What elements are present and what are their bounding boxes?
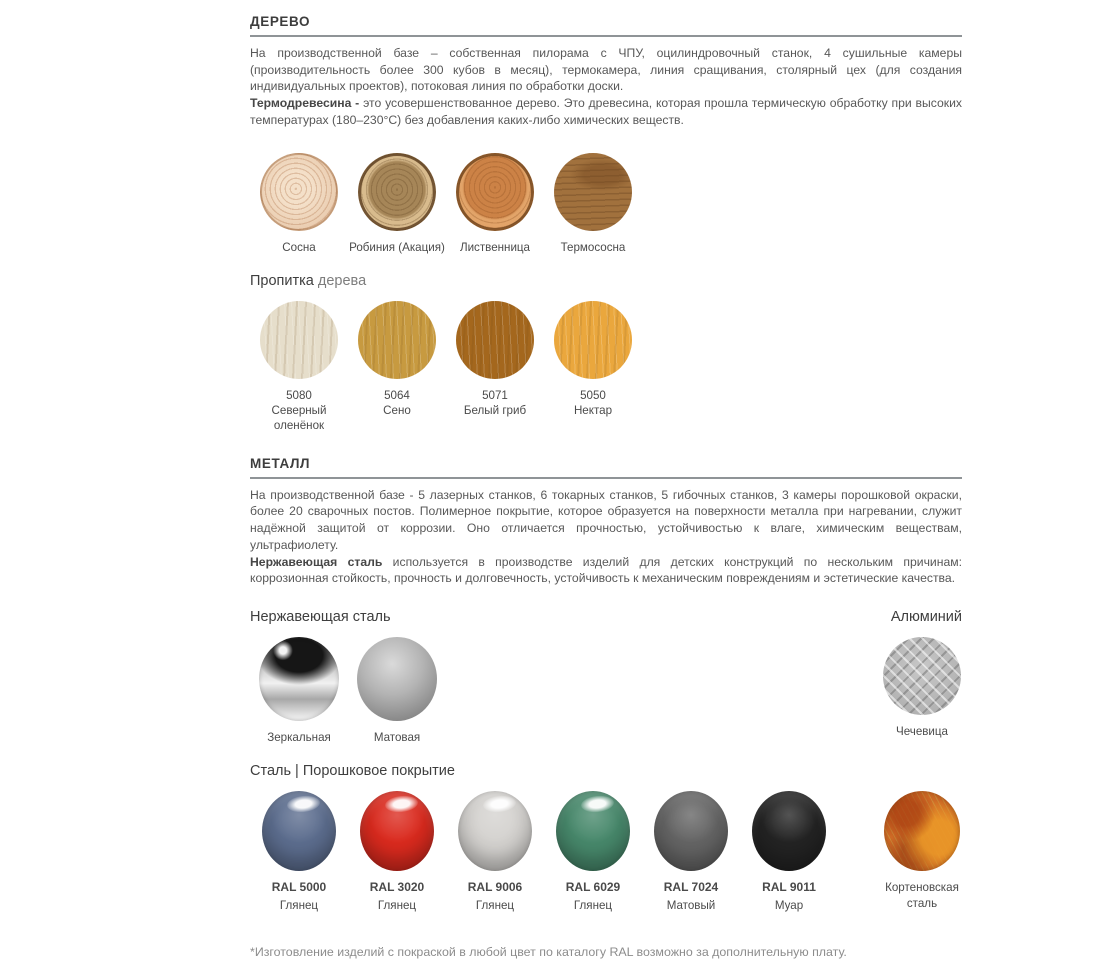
- stainless-finish-label: Зеркальная: [267, 730, 331, 744]
- stain-swatch-label: [253, 388, 345, 434]
- ral-finish: Муар: [774, 899, 804, 913]
- ral-label: [272, 880, 326, 913]
- stain-color-swatch: [260, 301, 338, 379]
- wood-swatch-label: Лиственница: [459, 240, 531, 254]
- ral-finish: Глянец: [377, 899, 417, 913]
- wood-thermo-text: это усовершенствованное дерево. Это древесина, которая прошла термическую обработку при высоких температурах (180–230°С) без добавления каких-либо химических веществ.: [250, 96, 962, 127]
- matte-steel-sphere: [357, 637, 437, 721]
- wood-swatch-pine: [250, 153, 348, 255]
- powder-coating-title: [250, 763, 962, 779]
- corten-rust-swatch: [884, 791, 960, 871]
- ral-label: [468, 880, 522, 913]
- corten-label: Кортеновская сталь: [885, 881, 959, 910]
- stainless-aluminum-row: [250, 637, 962, 745]
- wood-swatch-label: Сосна: [282, 240, 316, 254]
- stain-code: 5071: [482, 388, 508, 402]
- aluminum-checker-plate-swatch: [883, 637, 961, 715]
- stain-name: Нектар: [573, 404, 613, 418]
- ral-color-sphere: [360, 791, 434, 871]
- metal-intro-paragraph: [250, 487, 962, 587]
- stain-swatch-5050: [544, 301, 642, 434]
- wood-species-row: [250, 153, 962, 255]
- ral-finish: Глянец: [475, 899, 515, 913]
- impregnation-title-sub: дерева: [313, 272, 367, 289]
- powder-title-sub: | Порошковое покрытие: [291, 763, 455, 780]
- stain-color-swatch: [554, 301, 632, 379]
- ral-color-sphere: [654, 791, 728, 871]
- larch-cross-section-swatch: [456, 153, 534, 231]
- ral-swatch-6029: [544, 791, 642, 913]
- corten-steel-swatch: [882, 791, 962, 913]
- thermopine-grain-swatch: [554, 153, 632, 231]
- wood-intro-text: На производственной базе – собственная пилорама с ЧПУ, оцилиндровочный станок, 4 сушильные камеры (производительность более 300 кубов в месяц), термокамера, линия сращивания, столярный цех (для создания индивидуальных проектов), потоковая линия по обработки доски.: [250, 46, 962, 94]
- robinia-cross-section-swatch: [358, 153, 436, 231]
- ral-color-sphere: [752, 791, 826, 871]
- wood-swatch-robinia: [348, 153, 446, 255]
- ral-code: RAL 5000: [271, 880, 327, 895]
- stainless-matte-swatch: [348, 637, 446, 745]
- metal-stainless-text: используется в производстве изделий для детских конструкций по нескольким причинам: коррозионная стойкость, прочность и долговечность, устойчивость к механическим повреждениям и эстетические качества.: [250, 554, 962, 586]
- ral-code: RAL 7024: [663, 880, 719, 895]
- stain-swatch-5071: [446, 301, 544, 434]
- ral-finish: Матовый: [666, 899, 716, 913]
- ral-color-sphere: [556, 791, 630, 871]
- stain-swatch-label: [574, 388, 612, 419]
- ral-swatch-9006: [446, 791, 544, 913]
- stain-color-swatch: [456, 301, 534, 379]
- ral-swatch-3020: [348, 791, 446, 913]
- ral-colors-row: [250, 791, 962, 913]
- impregnation-title-main: Пропитка: [250, 272, 314, 289]
- ral-code: RAL 6029: [565, 880, 621, 895]
- impregnation-row: [250, 301, 962, 434]
- ral-code: RAL 9006: [467, 880, 523, 895]
- stain-color-swatch: [358, 301, 436, 379]
- ral-swatch-5000: [250, 791, 348, 913]
- stain-swatch-5080: [250, 301, 348, 434]
- wood-thermo-lead: Термодревесина -: [250, 96, 360, 111]
- stainless-steel-title: Нержавеющая сталь: [250, 608, 391, 625]
- stain-code: 5064: [384, 388, 410, 402]
- aluminum-swatch: [882, 637, 962, 739]
- wood-swatch-thermopine: [544, 153, 642, 255]
- stain-name: Белый гриб: [463, 404, 527, 418]
- stainless-finish-label: Матовая: [373, 730, 421, 744]
- stain-name: Северный оленёнок: [271, 404, 327, 433]
- ral-swatch-7024: [642, 791, 740, 913]
- ral-finish: Глянец: [573, 899, 613, 913]
- ral-color-sphere: [458, 791, 532, 871]
- ral-code: RAL 3020: [369, 880, 425, 895]
- ral-code: RAL 9011: [762, 880, 816, 895]
- ral-label: [762, 880, 816, 913]
- stain-code: 5050: [580, 388, 606, 402]
- wood-swatch-larch: [446, 153, 544, 255]
- metal-finish-headings: [250, 609, 962, 625]
- mirror-steel-sphere: [259, 637, 339, 721]
- aluminum-title: Алюминий: [890, 608, 962, 625]
- metal-intro-text: На производственной базе - 5 лазерных станков, 6 токарных станков, 5 гибочных станков, 3 камеры порошковой окраски, более 20 сварочных постов. Полимерное покрытие, которое образуется на поверхности металла при нагревании, служит надёжной защитой от коррозии. Оно отличается прочностью, устойчивостью к влаге, химическим веществам, ультрафиолету.: [250, 487, 962, 552]
- impregnation-title: [250, 273, 962, 289]
- aluminum-finish-label: Чечевица: [895, 724, 948, 738]
- powder-title-main: Сталь: [250, 763, 292, 780]
- stain-code: 5080: [286, 388, 312, 402]
- ral-finish: Глянец: [279, 899, 319, 913]
- ral-swatch-9011: [740, 791, 838, 913]
- ral-label: [370, 880, 424, 913]
- stain-swatch-5064: [348, 301, 446, 434]
- metal-stainless-lead: Нержавеющая сталь: [250, 554, 383, 569]
- wood-swatch-label: Робиния (Акация): [349, 240, 445, 254]
- ral-label: [566, 880, 620, 913]
- stain-swatch-label: [383, 388, 411, 419]
- catalog-page: [250, 0, 962, 959]
- stain-swatch-label: [464, 388, 526, 419]
- ral-color-sphere: [262, 791, 336, 871]
- metal-section-title: МЕТАЛЛ: [250, 456, 962, 479]
- ral-label: [664, 880, 718, 913]
- wood-section-title: ДЕРЕВО: [250, 14, 962, 37]
- wood-intro-paragraph: [250, 45, 962, 129]
- stain-name: Сено: [383, 404, 411, 418]
- wood-swatch-label: Термососна: [560, 240, 626, 254]
- ral-pricing-note: *Изготовление изделий с покраской в любой цвет по каталогу RAL возможно за дополнительную плату.: [250, 945, 847, 959]
- pine-cross-section-swatch: [260, 153, 338, 231]
- stainless-mirror-swatch: [250, 637, 348, 745]
